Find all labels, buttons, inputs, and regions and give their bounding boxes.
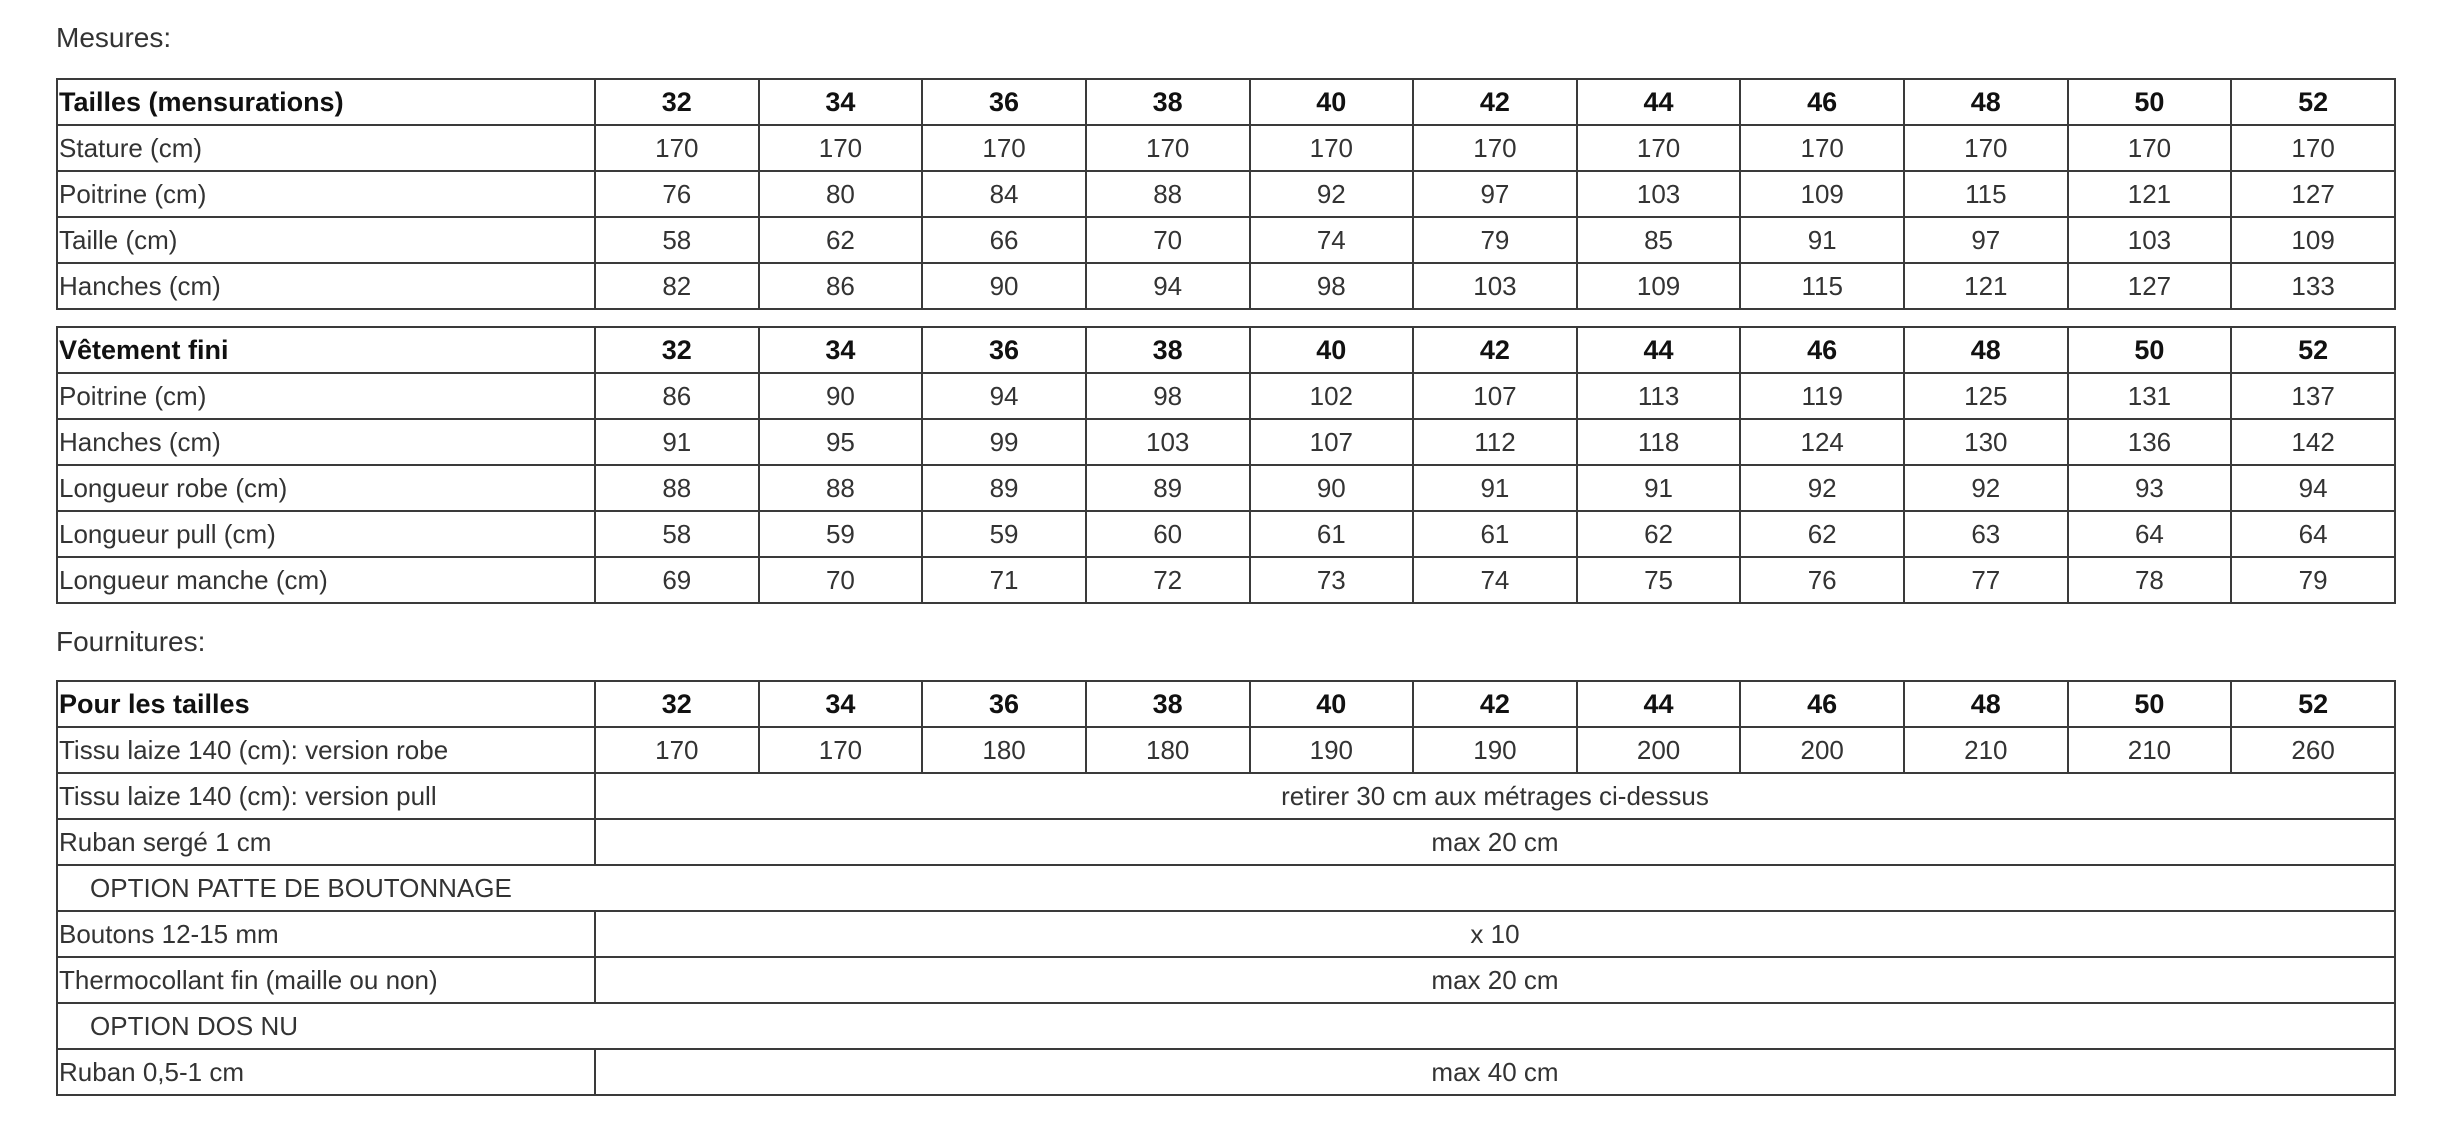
table-cell: 75 <box>1577 557 1741 603</box>
row-label: Thermocollant fin (maille ou non) <box>57 957 595 1003</box>
size-header: 38 <box>1086 327 1250 373</box>
table-cell: 109 <box>2231 217 2395 263</box>
table-cell: 59 <box>922 511 1086 557</box>
table-cell: 136 <box>2068 419 2232 465</box>
table-cell: 76 <box>1740 557 1904 603</box>
size-header: 50 <box>2068 79 2232 125</box>
fabric-sweater-row <box>57 773 2395 819</box>
size-header: 46 <box>1740 327 1904 373</box>
finished-garment-table <box>56 326 2396 604</box>
table-cell: 260 <box>2231 727 2395 773</box>
table-cell: 73 <box>1250 557 1414 603</box>
table-cell: 79 <box>1413 217 1577 263</box>
table-cell: 115 <box>1904 171 2068 217</box>
table-cell: 103 <box>1577 171 1741 217</box>
row-label: Hanches (cm) <box>57 263 595 309</box>
row-label: Longueur robe (cm) <box>57 465 595 511</box>
table-cell: 190 <box>1413 727 1577 773</box>
table-cell: 124 <box>1740 419 1904 465</box>
size-header: 42 <box>1413 327 1577 373</box>
table-row <box>57 217 2395 263</box>
table-cell: 88 <box>759 465 923 511</box>
table-cell: 91 <box>1577 465 1741 511</box>
table-cell: 107 <box>1250 419 1414 465</box>
size-header: 44 <box>1577 327 1741 373</box>
table-cell: 103 <box>1413 263 1577 309</box>
table-cell: 89 <box>1086 465 1250 511</box>
size-header: 36 <box>922 79 1086 125</box>
table-row <box>57 557 2395 603</box>
row-label: Tissu laize 140 (cm): version robe <box>57 727 595 773</box>
table-cell: 170 <box>759 125 923 171</box>
ribbon-value: max 40 cm <box>595 1049 2395 1095</box>
table-cell: 84 <box>922 171 1086 217</box>
table-cell: 142 <box>2231 419 2395 465</box>
table-cell: 64 <box>2231 511 2395 557</box>
size-header: 52 <box>2231 327 2395 373</box>
table-cell: 112 <box>1413 419 1577 465</box>
table-cell: 88 <box>1086 171 1250 217</box>
table-cell: 78 <box>2068 557 2232 603</box>
size-header: 40 <box>1250 681 1414 727</box>
row-label: Tissu laize 140 (cm): version pull <box>57 773 595 819</box>
table-cell: 62 <box>1740 511 1904 557</box>
table-cell: 97 <box>1413 171 1577 217</box>
table-cell: 86 <box>595 373 759 419</box>
table-cell: 89 <box>922 465 1086 511</box>
table-row <box>57 511 2395 557</box>
table-cell: 72 <box>1086 557 1250 603</box>
measures-heading: Mesures: <box>56 22 172 53</box>
table-cell: 170 <box>595 125 759 171</box>
table-cell: 210 <box>1904 727 2068 773</box>
table-cell: 170 <box>1904 125 2068 171</box>
size-header: 44 <box>1577 681 1741 727</box>
table-cell: 95 <box>759 419 923 465</box>
supplies-header-row <box>57 681 2395 727</box>
size-header: 52 <box>2231 681 2395 727</box>
supplies-heading: Fournitures: <box>56 626 206 657</box>
option-open-back-label: OPTION DOS NU <box>57 1003 2395 1049</box>
table-cell: 190 <box>1250 727 1414 773</box>
table-cell: 77 <box>1904 557 2068 603</box>
table-row <box>57 373 2395 419</box>
table-cell: 118 <box>1577 419 1741 465</box>
interfacing-value: max 20 cm <box>595 957 2395 1003</box>
size-header: 34 <box>759 327 923 373</box>
table-cell: 133 <box>2231 263 2395 309</box>
table-cell: 170 <box>2231 125 2395 171</box>
table-cell: 103 <box>1086 419 1250 465</box>
table-cell: 97 <box>1904 217 2068 263</box>
table-cell: 91 <box>1740 217 1904 263</box>
size-header: 46 <box>1740 681 1904 727</box>
table-cell: 63 <box>1904 511 2068 557</box>
row-label: Hanches (cm) <box>57 419 595 465</box>
table-cell: 58 <box>595 511 759 557</box>
table-cell: 93 <box>2068 465 2232 511</box>
size-header: 32 <box>595 327 759 373</box>
size-header: 48 <box>1904 327 2068 373</box>
buttons-value: x 10 <box>595 911 2395 957</box>
size-header: 52 <box>2231 79 2395 125</box>
table-cell: 76 <box>595 171 759 217</box>
table-cell: 180 <box>922 727 1086 773</box>
table-cell: 115 <box>1740 263 1904 309</box>
table-row <box>57 419 2395 465</box>
size-header: 42 <box>1413 79 1577 125</box>
option-row <box>57 1003 2395 1049</box>
table-row <box>57 465 2395 511</box>
size-header: 40 <box>1250 79 1414 125</box>
ribbon-row <box>57 1049 2395 1095</box>
table-cell: 131 <box>2068 373 2232 419</box>
size-header: 32 <box>595 681 759 727</box>
table-cell: 70 <box>1086 217 1250 263</box>
size-header: 40 <box>1250 327 1414 373</box>
table-cell: 107 <box>1413 373 1577 419</box>
fabric-sweater-value: retirer 30 cm aux métrages ci-dessus <box>595 773 2395 819</box>
table-cell: 71 <box>922 557 1086 603</box>
table-cell: 170 <box>1086 125 1250 171</box>
row-label: Ruban 0,5-1 cm <box>57 1049 595 1095</box>
size-header: 38 <box>1086 681 1250 727</box>
size-header: 42 <box>1413 681 1577 727</box>
table-row <box>57 263 2395 309</box>
row-label: Ruban sergé 1 cm <box>57 819 595 865</box>
table-cell: 64 <box>2068 511 2232 557</box>
table-cell: 170 <box>759 727 923 773</box>
row-label: Boutons 12-15 mm <box>57 911 595 957</box>
size-header: 48 <box>1904 79 2068 125</box>
table-cell: 109 <box>1740 171 1904 217</box>
table-row <box>57 125 2395 171</box>
table-cell: 91 <box>595 419 759 465</box>
table-cell: 90 <box>759 373 923 419</box>
row-label: Longueur pull (cm) <box>57 511 595 557</box>
table-cell: 88 <box>595 465 759 511</box>
table-cell: 180 <box>1086 727 1250 773</box>
option-button-placket-label: OPTION PATTE DE BOUTONNAGE <box>57 865 2395 911</box>
table-cell: 121 <box>1904 263 2068 309</box>
table-cell: 74 <box>1413 557 1577 603</box>
size-header: 32 <box>595 79 759 125</box>
size-header: 36 <box>922 681 1086 727</box>
size-header: 46 <box>1740 79 1904 125</box>
twill-tape-value: max 20 cm <box>595 819 2395 865</box>
size-header: 50 <box>2068 681 2232 727</box>
option-row <box>57 865 2395 911</box>
table-cell: 170 <box>595 727 759 773</box>
table-cell: 170 <box>1413 125 1577 171</box>
table-cell: 59 <box>759 511 923 557</box>
table-cell: 109 <box>1577 263 1741 309</box>
table-cell: 200 <box>1740 727 1904 773</box>
body-measurements-table <box>56 78 2396 310</box>
table-cell: 170 <box>2068 125 2232 171</box>
table-cell: 92 <box>1904 465 2068 511</box>
table-cell: 58 <box>595 217 759 263</box>
fabric-dress-row <box>57 727 2395 773</box>
row-label: Taille (cm) <box>57 217 595 263</box>
table-cell: 82 <box>595 263 759 309</box>
table-cell: 70 <box>759 557 923 603</box>
table-cell: 170 <box>1740 125 1904 171</box>
table-cell: 79 <box>2231 557 2395 603</box>
size-header: 36 <box>922 327 1086 373</box>
table-cell: 210 <box>2068 727 2232 773</box>
table-cell: 62 <box>1577 511 1741 557</box>
table-cell: 92 <box>1250 171 1414 217</box>
row-label: Stature (cm) <box>57 125 595 171</box>
size-header: 50 <box>2068 327 2232 373</box>
body-measurements-title: Tailles (mensurations) <box>57 79 595 125</box>
row-label: Poitrine (cm) <box>57 171 595 217</box>
table-cell: 61 <box>1413 511 1577 557</box>
table-cell: 170 <box>1250 125 1414 171</box>
table-cell: 113 <box>1577 373 1741 419</box>
table-cell: 170 <box>1577 125 1741 171</box>
table-cell: 98 <box>1250 263 1414 309</box>
size-header: 34 <box>759 681 923 727</box>
table-cell: 90 <box>1250 465 1414 511</box>
buttons-row <box>57 911 2395 957</box>
table-cell: 66 <box>922 217 1086 263</box>
table-cell: 130 <box>1904 419 2068 465</box>
size-header: 48 <box>1904 681 2068 727</box>
table-cell: 60 <box>1086 511 1250 557</box>
table-cell: 121 <box>2068 171 2232 217</box>
body-measurements-header-row <box>57 79 2395 125</box>
table-cell: 94 <box>922 373 1086 419</box>
table-cell: 62 <box>759 217 923 263</box>
finished-garment-header-row <box>57 327 2395 373</box>
finished-garment-title: Vêtement fini <box>57 327 595 373</box>
size-header: 38 <box>1086 79 1250 125</box>
size-header: 34 <box>759 79 923 125</box>
supplies-table <box>56 680 2396 1096</box>
supplies-title: Pour les tailles <box>57 681 595 727</box>
table-cell: 125 <box>1904 373 2068 419</box>
table-cell: 127 <box>2231 171 2395 217</box>
table-cell: 94 <box>1086 263 1250 309</box>
table-row <box>57 171 2395 217</box>
row-label: Poitrine (cm) <box>57 373 595 419</box>
table-cell: 80 <box>759 171 923 217</box>
table-cell: 90 <box>922 263 1086 309</box>
table-cell: 99 <box>922 419 1086 465</box>
table-cell: 69 <box>595 557 759 603</box>
table-cell: 127 <box>2068 263 2232 309</box>
table-cell: 200 <box>1577 727 1741 773</box>
table-cell: 91 <box>1413 465 1577 511</box>
interfacing-row <box>57 957 2395 1003</box>
table-cell: 74 <box>1250 217 1414 263</box>
size-header: 44 <box>1577 79 1741 125</box>
table-cell: 170 <box>922 125 1086 171</box>
table-cell: 119 <box>1740 373 1904 419</box>
table-cell: 102 <box>1250 373 1414 419</box>
table-cell: 98 <box>1086 373 1250 419</box>
row-label: Longueur manche (cm) <box>57 557 595 603</box>
table-cell: 86 <box>759 263 923 309</box>
twill-tape-row <box>57 819 2395 865</box>
table-cell: 85 <box>1577 217 1741 263</box>
table-cell: 103 <box>2068 217 2232 263</box>
table-cell: 137 <box>2231 373 2395 419</box>
table-cell: 61 <box>1250 511 1414 557</box>
table-cell: 94 <box>2231 465 2395 511</box>
table-cell: 92 <box>1740 465 1904 511</box>
